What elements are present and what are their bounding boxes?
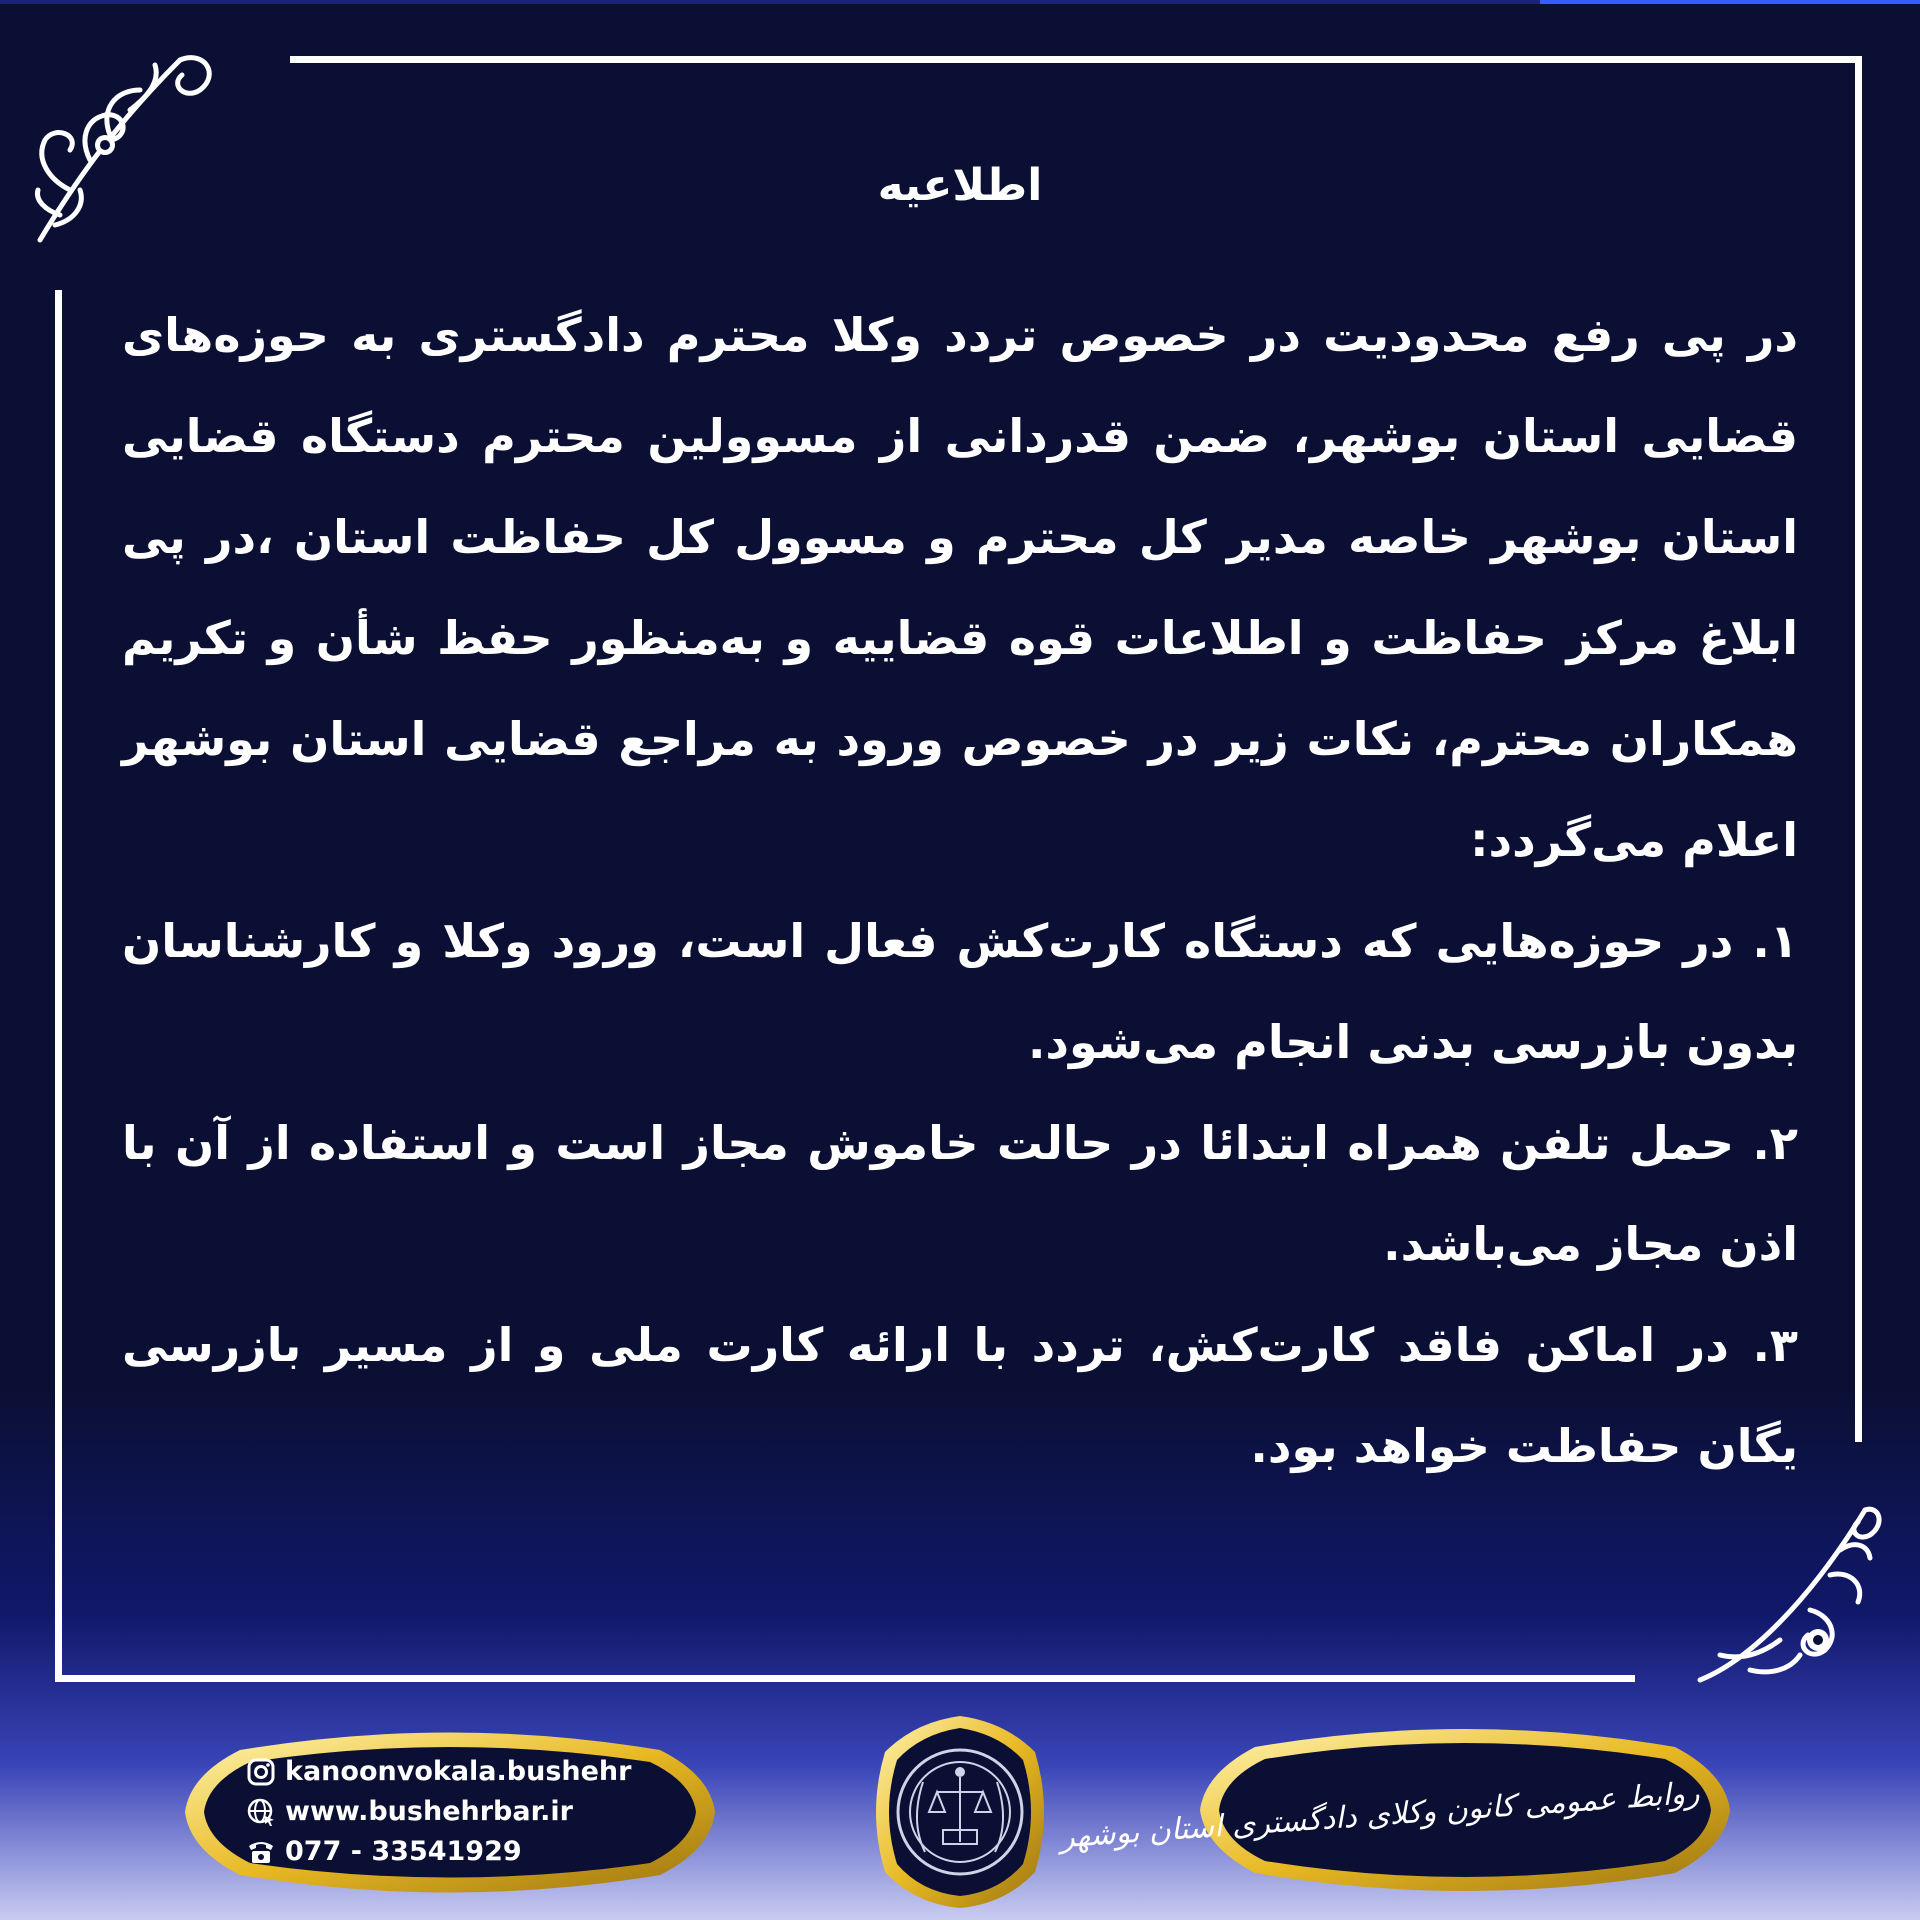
phone-icon xyxy=(245,1836,277,1868)
list-item: ۲. حمل تلفن همراه ابتدائا در حالت خاموش مجاز است و استفاده از آن با اذن مجاز می‌باشد. xyxy=(122,1116,1798,1271)
intro-paragraph: در پی رفع محدودیت در خصوص تردد وکلا محترم دادگستری به حوزه‌های قضایی استان بوشهر، ضمن قدردانی از مسوولین محترم دستگاه قضایی استان بوشهر خاصه مدیر کل محترم و مسوول کل حفاظت استان ،در پی ابلاغ مرکز حفاظت و اطلاعات قوه قضاییه و به‌منظور حفظ شأن و تکریم همکاران محترم، نکات زیر در خصوص ورود به مراجع قضایی استان بوشهر اعلام می‌گردد: xyxy=(122,308,1798,867)
globe-icon xyxy=(245,1796,277,1828)
top-accent-line xyxy=(1540,0,1920,4)
list-item: ۱. در حوزه‌هایی که دستگاه کارت‌کش فعال است، ورود وکلا و کارشناسان بدون بازرسی بدنی انجام می‌شود. xyxy=(122,914,1798,1069)
phone-number: 077 - 33541929 xyxy=(285,1836,522,1867)
phone-row[interactable] xyxy=(245,1832,665,1872)
frame-top-line xyxy=(290,56,1862,63)
flourish-ornament-icon xyxy=(30,40,220,250)
frame-right-line xyxy=(1855,56,1862,1442)
frame-bottom-line xyxy=(55,1675,1635,1682)
organization-name: روابط عمومی کانون وکلای دادگستری استان بوشهر xyxy=(1058,1775,1701,1856)
frame-left-line xyxy=(55,290,62,1682)
announcement-body xyxy=(122,285,1798,1497)
website-row[interactable] xyxy=(245,1792,665,1832)
flourish-ornament-icon xyxy=(1690,1490,1885,1700)
website-url: www.bushehrbar.ir xyxy=(285,1796,573,1827)
list-item: ۳. در اماکن فاقد کارت‌کش، تردد با ارائه کارت ملی و از مسیر بازرسی یگان حفاظت خواهد بود. xyxy=(122,1318,1798,1473)
bar-association-emblem xyxy=(865,1712,1055,1912)
contact-list xyxy=(245,1752,665,1872)
announcement-title: اطلاعیه xyxy=(877,160,1043,211)
instagram-handle: kanoonvokala.bushehr xyxy=(285,1756,632,1787)
instagram-icon xyxy=(245,1756,277,1788)
instagram-row[interactable] xyxy=(245,1752,665,1792)
